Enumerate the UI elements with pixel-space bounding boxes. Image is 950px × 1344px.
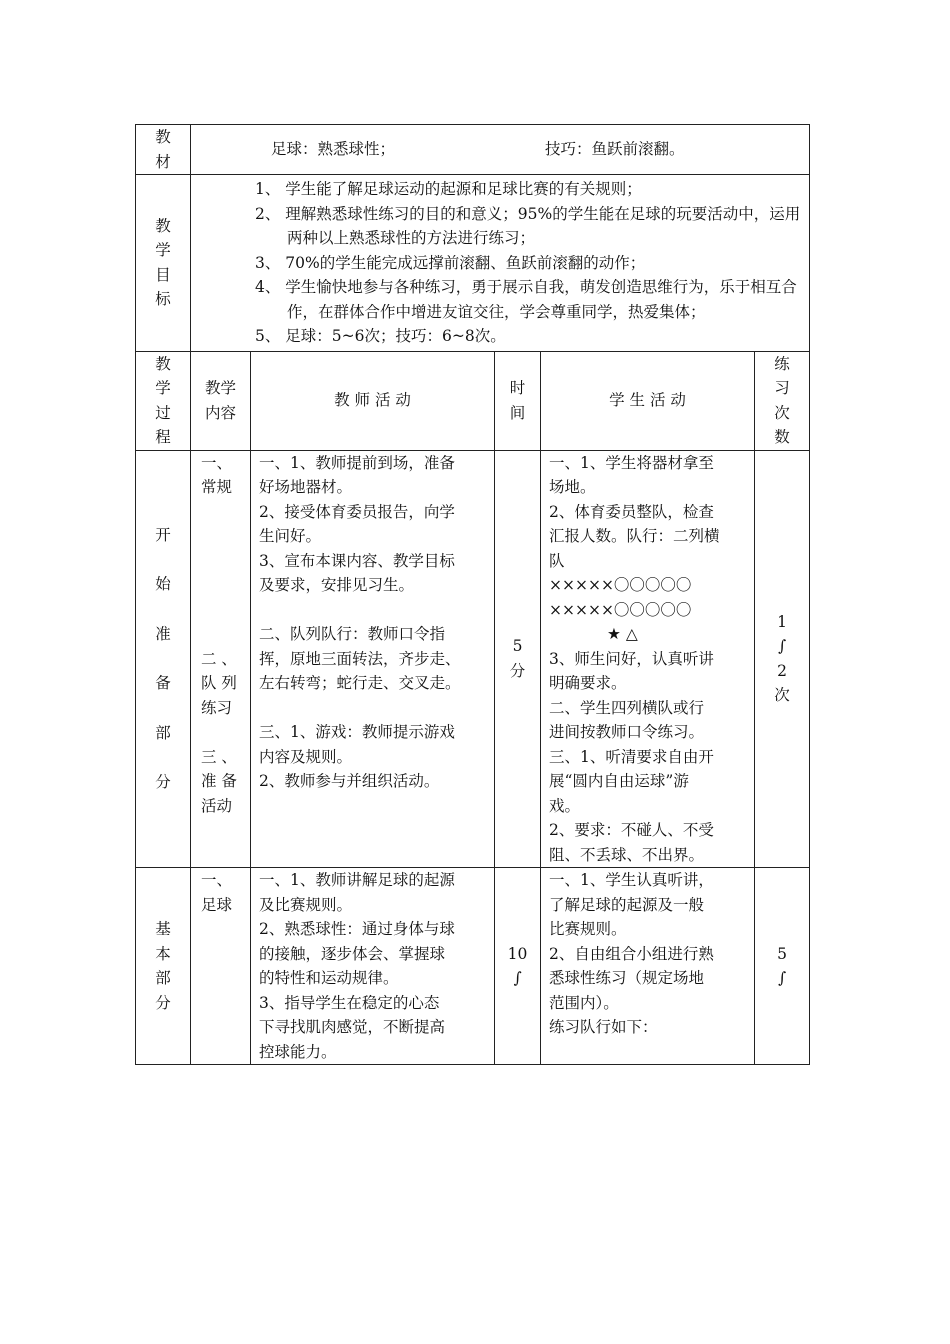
formation-markers: ★ △ — [607, 625, 638, 643]
objective-item: 3、 70%的学生能完成远撑前滚翻、鱼跃前滚翻的动作； — [255, 253, 646, 272]
objectives-row — [136, 175, 810, 352]
objectives-label: 教 学 目 标 — [136, 175, 191, 352]
basic-section-label: 基 本 部 分 — [136, 868, 191, 1065]
start-section-row — [136, 450, 810, 868]
header-count: 练 习 次 数 — [755, 351, 810, 450]
objective-item: 1、 学生能了解足球运动的起源和足球比赛的有关规则； — [255, 180, 642, 198]
basic-section-row — [136, 868, 810, 1065]
material-football: 足球：熟悉球性； — [271, 139, 396, 158]
header-process: 教 学 过 程 — [136, 351, 191, 450]
start-section-time: 5 分 — [495, 450, 541, 868]
header-teacher: 教 师 活 动 — [251, 351, 495, 450]
basic-section-content: 一、 足球 — [191, 868, 251, 1065]
start-section-teacher: 一、1、教师提前到场，准备 好场地器材。 2、接受体育委员报告，向学 生问好。 3、宣布本课内容、教学目标 及要求，安排见习生。 二、队列队行：教师口令指 挥，原地三面转法，齐步走、 左右转弯；蛇行走、交叉走。 三、1、游戏：教师提示游戏 内容及规则。 2、教师参与并组织活动。 — [251, 450, 495, 868]
header-content: 教学 内容 — [191, 351, 251, 450]
objective-item: 2、 理解熟悉球性练习的目的和意义；95%的学生能在足球的玩要活动中，运用两种以上熟悉球性的方法进行练习； — [255, 204, 801, 247]
objective-item: 4、 学生愉快地参与各种练习，勇于展示自我，萌发创造思维行为，乐于相互合作，在群体合作中增进友谊交往，学会尊重同学，热爱集体； — [255, 278, 797, 321]
basic-section-student: 一、1、学生认真听讲， 了解足球的起源及一般 比赛规则。 2、自由组合小组进行熟 悉球性练习（规定场地 范围内）。 练习队行如下： — [541, 868, 755, 1065]
process-header-row — [136, 351, 810, 450]
basic-section-count: 5 ∫ — [755, 868, 810, 1065]
material-row — [136, 125, 810, 175]
material-content — [191, 125, 810, 175]
header-time: 时 间 — [495, 351, 541, 450]
start-section-label: 开 始 准 备 部 分 — [136, 450, 191, 868]
basic-section-teacher: 一、1、教师讲解足球的起源 及比赛规则。 2、熟悉球性：通过身体与球 的接触，逐步体会、掌握球 的特性和运动规律。 3、指导学生在稳定的心态 下寻找肌肉感觉，不断提高 控球能力。 — [251, 868, 495, 1065]
basic-section-time: 10 ∫ — [495, 868, 541, 1065]
formation-row: ×××××〇〇〇〇〇 — [549, 600, 692, 619]
objective-item: 5、 足球：5~6次；技巧：6~8次。 — [255, 327, 506, 345]
material-skill: 技巧：鱼跃前滚翻。 — [545, 139, 685, 158]
start-section-count: 1 ∫ 2 次 — [755, 450, 810, 868]
start-section-content: 一、 常规 二 、 队 列 练习 三 、 准 备 活动 — [191, 450, 251, 868]
header-student: 学 生 活 动 — [541, 351, 755, 450]
start-section-student: 一、1、学生将器材拿至 场地。 2、体育委员整队，检查 汇报人数。队行：二列横 队 ×××××〇〇〇〇〇 ×××××〇〇〇〇〇 ★ △ 3、师生问好，认真听讲 明确要求。 二、学生四列横队或行 进间按教师口令练习。 三、1、听清要求自由开 展“圆内自由运球”游 戏。 2、要求：不碰人、不受 阻、不丢球、不出界。 — [541, 450, 755, 868]
formation-row: ×××××〇〇〇〇〇 — [549, 576, 692, 594]
lesson-plan-table — [135, 124, 810, 1065]
objectives-list — [191, 175, 810, 352]
material-label: 教 材 — [136, 125, 191, 175]
